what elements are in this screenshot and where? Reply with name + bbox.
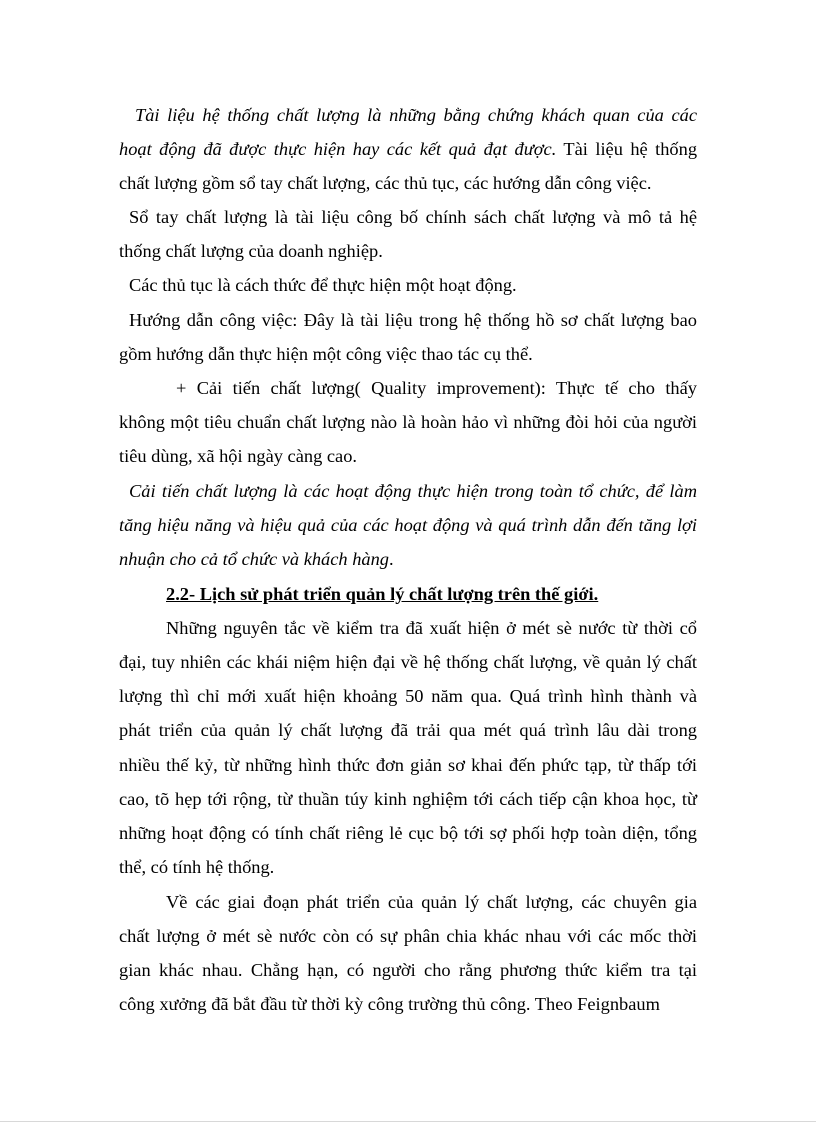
text-line: gian khác nhau. Chẳng hạn, có người cho rằng phương thức kiểm tra tại: [119, 960, 697, 980]
text-line: nhiều thế kỷ, từ những hình thức đơn giản sơ khai đến phức tạp, từ thấp tới: [119, 755, 697, 775]
text-line: chất lượng ở mét sè nước còn có sự phân chia khác nhau với các mốc thời: [119, 926, 697, 946]
text-line: gồm hướng dẫn thực hiện một công việc thao tác cụ thể.: [119, 344, 533, 364]
text-line: công xưởng đã bắt đầu từ thời kỳ công trường thủ công. Theo Feignbaum: [119, 994, 660, 1014]
text-span: Tài liệu hệ thống: [556, 139, 698, 159]
text-span: .: [388, 549, 394, 569]
text-line: Cải tiến chất lượng là các hoạt động thực hiện trong toàn tổ chức, để làm: [129, 481, 697, 501]
text-line: Tài liệu hệ thống chất lượng là những bằng chứng khách quan của các: [135, 105, 697, 125]
text-line: cao, tõ hẹp tới rộng, từ thuần túy kinh nghiệm tới cách tiếp cận khoa học, từ: [119, 789, 697, 809]
text-line: Sổ tay chất lượng là tài liệu công bố chính sách chất lượng và mô tả hệ: [129, 207, 697, 227]
text-line: Các thủ tục là cách thức để thực hiện một hoạt động.: [129, 275, 517, 295]
text-line: [119, 136, 697, 162]
text-line: Về các giai đoạn phát triển của quản lý chất lượng, các chuyên gia: [166, 892, 697, 912]
page-bottom-rule: [0, 1121, 816, 1122]
text-line: tăng hiệu năng và hiệu quả của các hoạt động và quá trình dẫn đến tăng lợi: [119, 515, 697, 535]
section-heading: 2.2- Lịch sử phát triển quản lý chất lượng trên thế giới.: [166, 584, 599, 604]
text-line: lượng thì chỉ mới xuất hiện khoảng 50 năm qua. Quá trình hình thành và: [119, 686, 697, 706]
text-line: chất lượng gồm sổ tay chất lượng, các thủ tục, các hướng dẫn công việc.: [119, 173, 652, 193]
text-line: đại, tuy nhiên các khái niệm hiện đại về hệ thống chất lượng, về quản lý chất: [119, 652, 697, 672]
text-line: + Cải tiến chất lượng( Quality improvement): Thực tế cho thấy: [176, 378, 697, 398]
italic-span: nhuận cho cả tổ chức và khách hàng: [119, 549, 389, 569]
text-line: tiêu dùng, xã hội ngày càng cao.: [119, 446, 357, 466]
text-line: không một tiêu chuẩn chất lượng nào là hoàn hảo vì những đòi hỏi của người: [119, 412, 697, 432]
text-line: những hoạt động có tính chất riêng lẻ cục bộ tới sợ phối hợp toàn diện, tổng: [119, 823, 697, 843]
text-line: Hướng dẫn công việc: Đây là tài liệu trong hệ thống hồ sơ chất lượng bao: [129, 310, 697, 330]
text-line: phát triển của quản lý chất lượng đã trải qua mét quá trình lâu dài trong: [119, 720, 697, 740]
text-line: [119, 546, 697, 572]
italic-span: hoạt động đã được thực hiện hay các kết quả đạt được.: [119, 139, 557, 159]
text-line: Những nguyên tắc về kiểm tra đã xuất hiện ở mét sè nước từ thời cổ: [166, 618, 697, 638]
text-line: thống chất lượng của doanh nghiệp.: [119, 241, 383, 261]
text-line: thể, có tính hệ thống.: [119, 857, 275, 877]
